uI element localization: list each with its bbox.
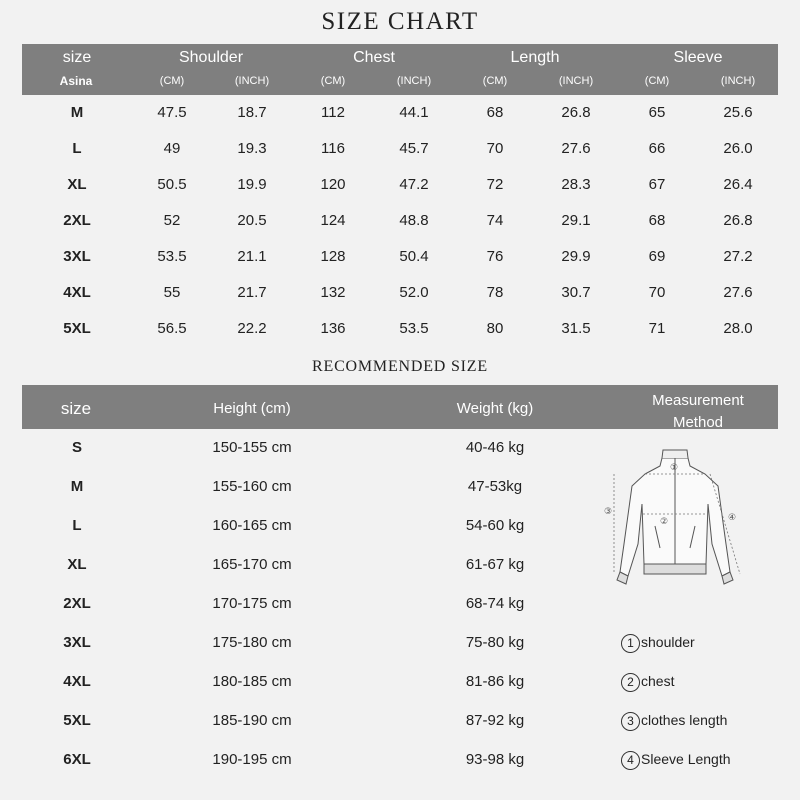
header-chest: Chest xyxy=(353,49,395,66)
cell-shoulder-inch: 21.1 xyxy=(237,248,267,265)
header-length-inch: (INCH) xyxy=(558,75,594,87)
row-size: 4XL xyxy=(63,284,91,301)
legend-chest xyxy=(621,673,674,692)
diagram-mark-2: ② xyxy=(660,517,669,527)
cell-chest-inch: 50.4 xyxy=(399,248,429,265)
header-shoulder-inch: (INCH) xyxy=(234,75,270,87)
legend-number: 2 xyxy=(621,673,640,692)
row-size: 2XL xyxy=(63,595,91,612)
cell-weight: 54-60 kg xyxy=(465,517,525,534)
header-sleeve-inch: (INCH) xyxy=(720,75,756,87)
diagram-mark-4: ④ xyxy=(728,513,737,523)
cell-chest-cm: 132 xyxy=(320,284,346,301)
cell-length-inch: 28.3 xyxy=(561,176,591,193)
row-size: 4XL xyxy=(63,673,91,690)
legend-label: chest xyxy=(641,673,675,690)
cell-weight: 61-67 kg xyxy=(465,556,525,573)
cell-shoulder-inch: 20.5 xyxy=(237,212,267,229)
header-shoulder: Shoulder xyxy=(178,49,244,66)
header-rec-size: size xyxy=(60,399,92,418)
cell-length-cm: 76 xyxy=(486,248,504,265)
diagram-mark-1: ① xyxy=(670,463,679,473)
row-size: 3XL xyxy=(63,248,91,265)
cell-length-cm: 74 xyxy=(486,212,504,229)
header-sleeve-cm: (CM) xyxy=(644,75,670,87)
cell-sleeve-inch: 25.6 xyxy=(723,104,753,121)
cell-weight: 47-53kg xyxy=(467,478,523,495)
recommended-header xyxy=(22,385,778,429)
cell-length-cm: 70 xyxy=(486,140,504,157)
row-size: 6XL xyxy=(63,751,91,768)
header-length-cm: (CM) xyxy=(482,75,508,87)
cell-shoulder-cm: 53.5 xyxy=(157,248,187,265)
header-size: size xyxy=(62,49,92,66)
table-row xyxy=(0,275,800,311)
cell-shoulder-inch: 19.9 xyxy=(237,176,267,193)
cell-length-inch: 29.9 xyxy=(561,248,591,265)
cell-shoulder-cm: 49 xyxy=(163,140,181,157)
cell-sleeve-cm: 70 xyxy=(648,284,666,301)
recommended-size-title: RECOMMENDED SIZE xyxy=(312,358,488,375)
header-method-line1: Measurement xyxy=(652,392,744,409)
row-size: XL xyxy=(67,176,87,193)
legend-label: Sleeve Length xyxy=(641,751,731,768)
cell-chest-cm: 116 xyxy=(321,140,345,157)
cell-shoulder-inch: 22.2 xyxy=(237,320,267,337)
cell-height: 190-195 cm xyxy=(212,751,292,768)
legend-label: shoulder xyxy=(641,634,695,651)
cell-sleeve-cm: 65 xyxy=(648,104,666,121)
cell-sleeve-cm: 68 xyxy=(648,212,666,229)
cell-sleeve-inch: 27.6 xyxy=(723,284,753,301)
row-size: L xyxy=(72,140,82,157)
header-shoulder-cm: (CM) xyxy=(159,75,185,87)
cell-height: 180-185 cm xyxy=(212,673,292,690)
legend-shoulder xyxy=(621,634,695,653)
size-chart-title: SIZE CHART xyxy=(321,8,479,35)
cell-shoulder-cm: 52 xyxy=(163,212,181,229)
row-size: M xyxy=(70,478,84,495)
row-size: 3XL xyxy=(63,634,91,651)
row-size: XL xyxy=(67,556,87,573)
cell-length-cm: 80 xyxy=(486,320,504,337)
cell-height: 175-180 cm xyxy=(212,634,292,651)
cell-sleeve-inch: 26.8 xyxy=(723,212,753,229)
row-size: 5XL xyxy=(63,712,91,729)
cell-height: 185-190 cm xyxy=(212,712,292,729)
cell-sleeve-inch: 26.4 xyxy=(723,176,753,193)
cell-length-inch: 29.1 xyxy=(561,212,591,229)
header-weight: Weight (kg) xyxy=(456,400,534,417)
cell-chest-cm: 128 xyxy=(320,248,346,265)
cell-weight: 40-46 kg xyxy=(465,439,525,456)
cell-chest-inch: 52.0 xyxy=(399,284,429,301)
cell-weight: 93-98 kg xyxy=(465,751,525,768)
legend-clothes-length xyxy=(621,712,727,731)
table-row xyxy=(0,167,800,203)
cell-height: 150-155 cm xyxy=(212,439,292,456)
cell-height: 160-165 cm xyxy=(212,517,292,534)
cell-chest-cm: 120 xyxy=(320,176,346,193)
cell-height: 165-170 cm xyxy=(212,556,292,573)
cell-chest-cm: 112 xyxy=(321,104,345,121)
cell-sleeve-inch: 28.0 xyxy=(723,320,753,337)
table-row xyxy=(0,131,800,167)
cell-shoulder-cm: 55 xyxy=(163,284,181,301)
header-length: Length xyxy=(510,49,560,66)
cell-sleeve-cm: 71 xyxy=(648,320,666,337)
header-method-line2: Method xyxy=(672,414,724,431)
size-chart-header xyxy=(22,44,778,95)
cell-chest-inch: 45.7 xyxy=(399,140,429,157)
cell-weight: 87-92 kg xyxy=(465,712,525,729)
legend-number: 1 xyxy=(621,634,640,653)
cell-length-cm: 68 xyxy=(486,104,504,121)
cell-sleeve-cm: 67 xyxy=(648,176,666,193)
table-row xyxy=(0,311,800,347)
cell-weight: 75-80 kg xyxy=(465,634,525,651)
row-size: M xyxy=(70,104,84,121)
table-row xyxy=(0,203,800,239)
cell-shoulder-cm: 56.5 xyxy=(157,320,187,337)
legend-label: clothes length xyxy=(641,712,728,729)
cell-weight: 81-86 kg xyxy=(465,673,525,690)
header-sleeve: Sleeve xyxy=(673,49,723,66)
cell-shoulder-inch: 18.7 xyxy=(237,104,267,121)
cell-weight: 68-74 kg xyxy=(465,595,525,612)
cell-height: 170-175 cm xyxy=(212,595,292,612)
cell-shoulder-cm: 47.5 xyxy=(157,104,187,121)
cell-sleeve-inch: 26.0 xyxy=(723,140,753,157)
cell-length-inch: 27.6 xyxy=(561,140,591,157)
cell-sleeve-cm: 69 xyxy=(648,248,666,265)
cell-chest-inch: 48.8 xyxy=(399,212,429,229)
cell-sleeve-inch: 27.2 xyxy=(723,248,753,265)
cell-chest-inch: 47.2 xyxy=(399,176,429,193)
cell-chest-inch: 44.1 xyxy=(399,104,429,121)
header-chest-inch: (INCH) xyxy=(396,75,432,87)
diagram-mark-3: ③ xyxy=(604,507,613,517)
cell-chest-cm: 124 xyxy=(320,212,346,229)
legend-number: 3 xyxy=(621,712,640,731)
cell-shoulder-inch: 21.7 xyxy=(237,284,267,301)
cell-shoulder-inch: 19.3 xyxy=(237,140,267,157)
row-size: S xyxy=(71,439,83,456)
header-brand: Asina xyxy=(59,74,93,88)
cell-sleeve-cm: 66 xyxy=(648,140,666,157)
row-size: L xyxy=(72,517,82,534)
cell-length-cm: 72 xyxy=(486,176,504,193)
cell-height: 155-160 cm xyxy=(212,478,292,495)
row-size: 5XL xyxy=(63,320,91,337)
header-chest-cm: (CM) xyxy=(320,75,346,87)
cell-length-cm: 78 xyxy=(486,284,504,301)
row-size: 2XL xyxy=(63,212,91,229)
header-measurement-method xyxy=(652,390,744,434)
table-row xyxy=(0,663,800,702)
table-row xyxy=(0,95,800,131)
cell-chest-inch: 53.5 xyxy=(399,320,429,337)
jacket-measurement-icon xyxy=(600,444,750,600)
cell-length-inch: 30.7 xyxy=(561,284,591,301)
cell-length-inch: 31.5 xyxy=(561,320,591,337)
table-row xyxy=(0,239,800,275)
header-height: Height (cm) xyxy=(213,400,291,417)
legend-number: 4 xyxy=(621,751,640,770)
cell-shoulder-cm: 50.5 xyxy=(157,176,187,193)
legend-sleeve-length xyxy=(621,751,731,770)
cell-length-inch: 26.8 xyxy=(561,104,591,121)
cell-chest-cm: 136 xyxy=(320,320,346,337)
